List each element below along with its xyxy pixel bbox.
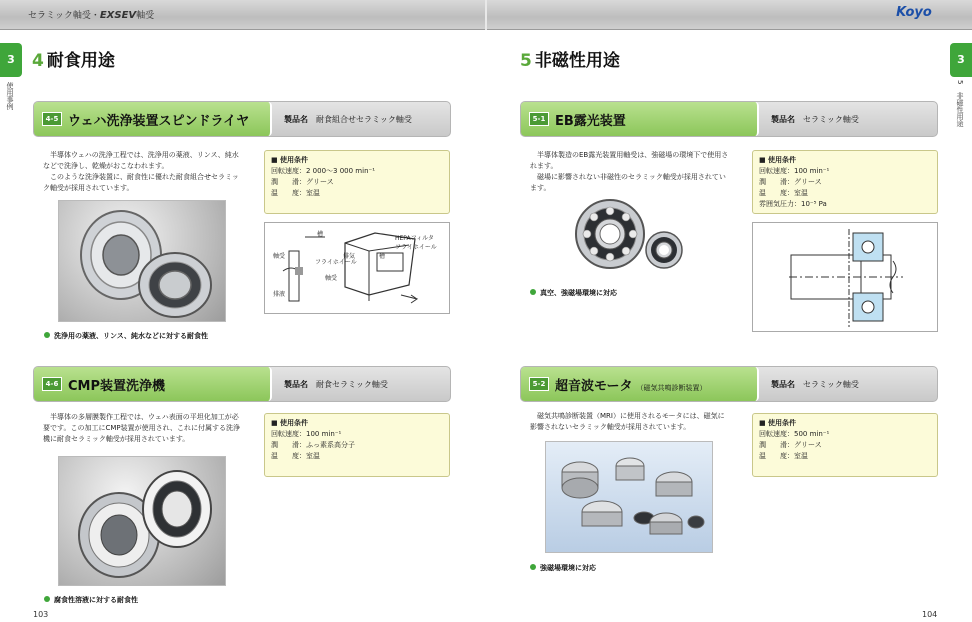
product-label: 製品名 xyxy=(771,115,795,124)
section-title-box xyxy=(34,367,272,401)
section-product xyxy=(771,114,859,125)
product-name: 耐食組合せセラミック軸受 xyxy=(316,115,412,124)
paragraph: 半導体製造のEB露光装置用軸受は、強磁場の環境下で使用されます。 xyxy=(530,151,729,170)
section-5-2-header xyxy=(520,366,938,402)
section-badge: 5-2 xyxy=(529,377,549,391)
section-subtitle: （磁気共鳴診断装置） xyxy=(636,384,707,392)
product-label: 製品名 xyxy=(284,115,308,124)
cross-section-drawing xyxy=(753,223,939,333)
product-label: 製品名 xyxy=(284,380,308,389)
diagram-label: 槽 xyxy=(379,253,386,260)
eb-bearing-cross-section xyxy=(752,222,938,332)
paragraph: このような洗浄装置に、耐食性に優れた耐食組合せセラミック軸受が採用されています。 xyxy=(43,173,239,192)
diagram-label: 軸受 xyxy=(325,275,338,282)
spin-dryer-diagram xyxy=(264,222,450,314)
paragraph: 磁場に影響されない非磁性のセラミック軸受が採用されています。 xyxy=(530,173,726,192)
section-title-text: 超音波モータ xyxy=(555,379,633,394)
section-title-box xyxy=(34,102,272,136)
section-badge: 4-5 xyxy=(42,112,62,126)
section-badge: 4-6 xyxy=(42,377,62,391)
diagram-label: 軸受 xyxy=(273,253,286,260)
condition-row: 温 度：室温 xyxy=(759,452,808,460)
caption-bullet xyxy=(530,564,536,570)
right-side-num: 5 xyxy=(956,80,964,85)
caption-bullet xyxy=(44,596,50,602)
left-chapter-tab: 3 xyxy=(0,43,22,77)
right-chapter-title xyxy=(520,46,620,71)
right-chapter-tab: 3 xyxy=(950,43,972,77)
conditions-title: ■ 使用条件 xyxy=(271,419,309,427)
caption-text: 洗浄用の薬液、リンス、純水などに対する耐食性 xyxy=(54,332,208,340)
caption-bullet xyxy=(44,332,50,338)
section-4-6-caption xyxy=(44,595,138,605)
condition-row: 回転速度：2 000～3 000 min⁻¹ xyxy=(271,167,376,175)
product-label: 製品名 xyxy=(771,380,795,389)
conditions-title: ■ 使用条件 xyxy=(759,419,797,427)
right-page-number: 104 xyxy=(922,610,938,619)
diagram-label: 排液 xyxy=(273,291,286,298)
condition-row: 潤 滑：ふっ素系高分子 xyxy=(271,441,355,449)
left-chapter-text: 耐食用途 xyxy=(46,51,115,71)
conditions-title: ■ 使用条件 xyxy=(271,156,309,164)
diagram-label: 排気 xyxy=(343,253,356,260)
section-title: EB露光装置 xyxy=(555,114,626,129)
bearing-illustration xyxy=(560,194,700,284)
section-title-box xyxy=(521,367,759,401)
condition-row: 回転速度：500 min⁻¹ xyxy=(759,430,830,438)
condition-row: 温 度：室温 xyxy=(759,189,808,197)
section-4-6-conditions xyxy=(264,413,450,477)
condition-row: 潤 滑：グリース xyxy=(759,178,822,186)
diagram-label: フライホイール xyxy=(315,259,357,266)
running-head-prefix: セラミック軸受・ xyxy=(28,11,100,21)
condition-row: 回転速度：100 min⁻¹ xyxy=(271,430,342,438)
condition-row: 雰囲気圧力：10⁻⁵ Pa xyxy=(759,200,827,208)
diagram-label: フライホイール xyxy=(395,244,437,251)
left-chapter-title xyxy=(32,46,115,71)
section-5-1-caption xyxy=(530,288,617,298)
product-name: 耐食セラミック軸受 xyxy=(316,380,388,389)
left-page-number: 103 xyxy=(33,610,49,619)
condition-row: 回転速度：100 min⁻¹ xyxy=(759,167,830,175)
caption-text: 真空、強磁場環境に対応 xyxy=(540,289,617,297)
right-chapter-text: 非磁性用途 xyxy=(534,51,620,71)
section-5-2-text xyxy=(530,411,730,433)
section-5-2-caption xyxy=(530,563,596,573)
diagram-label: HEPAフィルタ xyxy=(395,235,434,242)
condition-row: 潤 滑：グリース xyxy=(759,441,822,449)
section-4-5-text xyxy=(43,150,243,194)
bearing-photo-5-1 xyxy=(560,194,700,284)
running-head xyxy=(28,8,154,21)
section-4-6-header xyxy=(33,366,451,402)
left-side-label: 使用事例 xyxy=(6,82,14,110)
running-head-suffix: 軸受 xyxy=(136,11,155,21)
section-badge: 5-1 xyxy=(529,112,549,126)
right-side-label: 非磁性用途 xyxy=(956,92,964,127)
caption-bullet xyxy=(530,289,536,295)
product-name: セラミック軸受 xyxy=(803,380,859,389)
section-product xyxy=(771,379,859,390)
spread-divider xyxy=(485,0,487,30)
section-title: ウェハ洗浄装置スピンドライヤ xyxy=(68,114,250,129)
left-chapter-number: 4 xyxy=(32,51,44,71)
paragraph: 半導体の多層膜製作工程では、ウェハ表面の平坦化加工が必要です。この加工にCMP装置が使用され、これに付属する洗浄機に耐食セラミック軸受が採用されています。 xyxy=(43,413,241,443)
bearing-photo-4-6 xyxy=(58,456,226,586)
bearing-illustration xyxy=(59,201,226,322)
product-name: セラミック軸受 xyxy=(803,115,859,124)
section-4-5-conditions xyxy=(264,150,450,214)
right-chapter-number: 5 xyxy=(520,51,532,71)
caption-text: 腐食性溶液に対する耐食性 xyxy=(54,596,138,604)
caption-text: 強磁場環境に対応 xyxy=(540,564,596,572)
section-5-2-conditions xyxy=(752,413,938,477)
bearing-illustration xyxy=(59,457,226,586)
motor-photo-5-2 xyxy=(545,441,713,553)
section-4-5-caption xyxy=(44,331,208,341)
section-title: CMP装置洗浄機 xyxy=(68,379,166,394)
top-bar xyxy=(0,0,972,30)
motor-illustration xyxy=(546,442,713,553)
condition-row: 潤 滑：グリース xyxy=(271,178,334,186)
diagram-label: 槽 xyxy=(317,231,324,238)
section-5-1-text xyxy=(530,150,730,194)
conditions-title: ■ 使用条件 xyxy=(759,156,797,164)
section-title-box xyxy=(521,102,759,136)
section-product xyxy=(284,379,388,390)
condition-row: 温 度：室温 xyxy=(271,452,320,460)
condition-row: 温 度：室温 xyxy=(271,189,320,197)
bearing-photo-4-5 xyxy=(58,200,226,322)
section-4-6-text xyxy=(43,412,243,445)
section-4-5-header xyxy=(33,101,451,137)
section-product xyxy=(284,114,412,125)
koyo-logo: Koyo xyxy=(896,5,932,20)
section-5-1-conditions xyxy=(752,150,938,214)
section-5-1-header xyxy=(520,101,938,137)
section-title xyxy=(555,375,706,394)
paragraph: 半導体ウェハの洗浄工程では、洗浄用の薬液、リンス、純水などで洗浄し、乾燥がおこなわれます。 xyxy=(43,151,239,170)
running-head-brand: EXSEV xyxy=(99,10,137,21)
paragraph: 磁気共鳴診断装置（MRI）に使用されるモータには、磁気に影響されないセラミック軸受が採用されています。 xyxy=(530,412,725,431)
